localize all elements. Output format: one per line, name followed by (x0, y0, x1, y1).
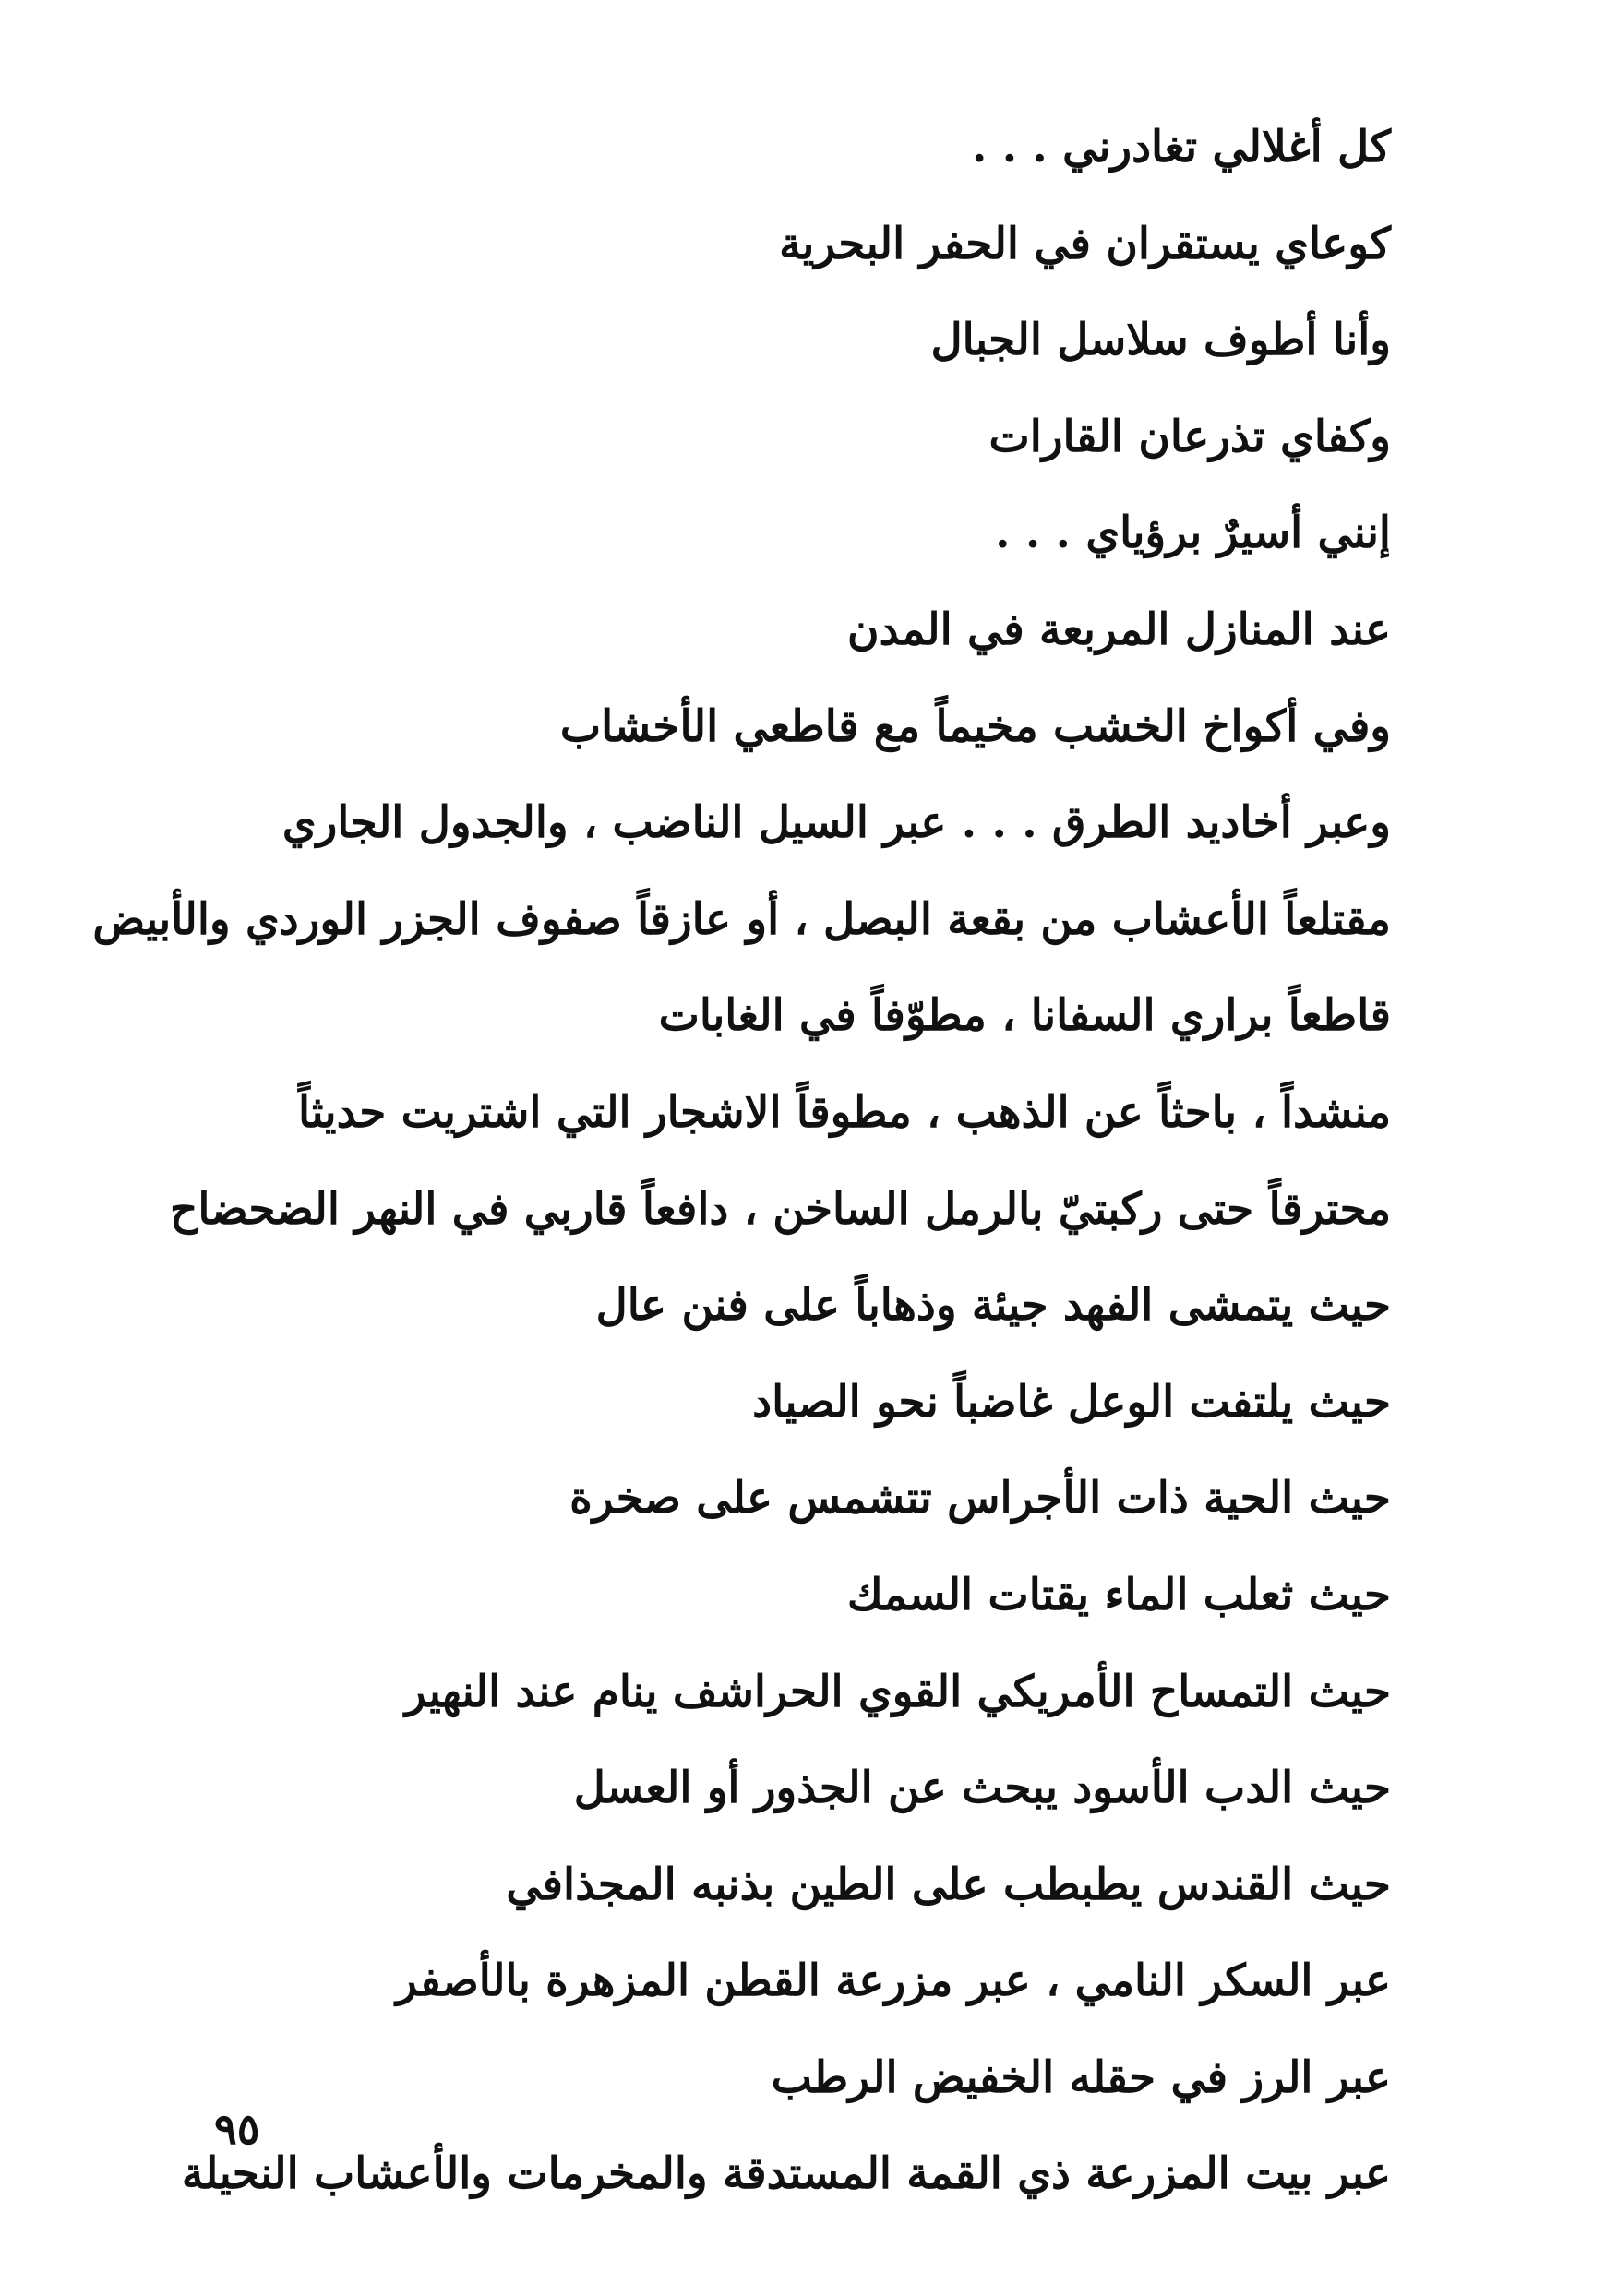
poem-line: وأنا أطوف سلاسل الجبال (930, 315, 1391, 366)
poem-line: حيث يتمشى الفهد جيئة وذهاباً على فنن عال (595, 1280, 1391, 1332)
poem-line: قاطعاً براري السفانا ، مطوّفاً في الغابات (658, 990, 1391, 1042)
poem-line: حيث ثعلب الماء يقتات السمك (847, 1569, 1391, 1620)
poem-line: مقتلعاً الأعشاب من بقعة البصل ، أو عازقاً صفوف الجزر الوردي والأبيض (92, 893, 1391, 945)
poem-line: حيث الحية ذات الأجراس تتشمس على صخرة (569, 1473, 1391, 1525)
poem-line: حيث يلتفت الوعل غاضباً نحو الصياد (752, 1376, 1391, 1428)
poem-line: منشداً ، باحثاً عن الذهب ، مطوقاً الاشجار التي اشتريت حديثاً (298, 1086, 1391, 1138)
poem-line: كوعاي يستقران في الحفر البحرية (779, 218, 1391, 269)
poem-line: إنني أسيرٌ برؤياي . . . (995, 508, 1391, 559)
poem-line: حيث القندس يطبطب على الطين بذنبه المجذافي (506, 1859, 1391, 1910)
poem-line: حيث الدب الأسود يبحث عن الجذور أو العسل (573, 1763, 1391, 1814)
poem-line: وكفاي تذرعان القارات (988, 411, 1391, 462)
page-number: ٩٥ (214, 2104, 260, 2154)
poem-body (92, 100, 1391, 2223)
poem-line: كل أغلالي تغادرني . . . (971, 122, 1391, 173)
poem-line: وفي أكواخ الخشب مخيماً مع قاطعي الأخشاب (559, 700, 1391, 752)
poem-line: عبر السكر النامي ، عبر مزرعة القطن المزهرة بالأصفر (396, 1955, 1391, 2007)
poem-line: محترقاً حتى ركبتيّ بالرمل الساخن ، دافعاً قاربي في النهر الضحضاح (170, 1183, 1391, 1235)
poem-line: عبر بيت المزرعة ذي القمة المستدقة والمخرمات والأعشاب النحيلة (181, 2148, 1391, 2200)
poem-line: عند المنازل المربعة في المدن (846, 604, 1391, 655)
poem-line: وعبر أخاديد الطرق . . . عبر السيل الناضب ، والجدول الجاري (281, 797, 1391, 849)
poem-line: حيث التمساح الأمريكي القوي الحراشف ينام عند النهير (404, 1666, 1391, 1717)
poem-line: عبر الرز في حقله الخفيض الرطب (771, 2051, 1391, 2103)
